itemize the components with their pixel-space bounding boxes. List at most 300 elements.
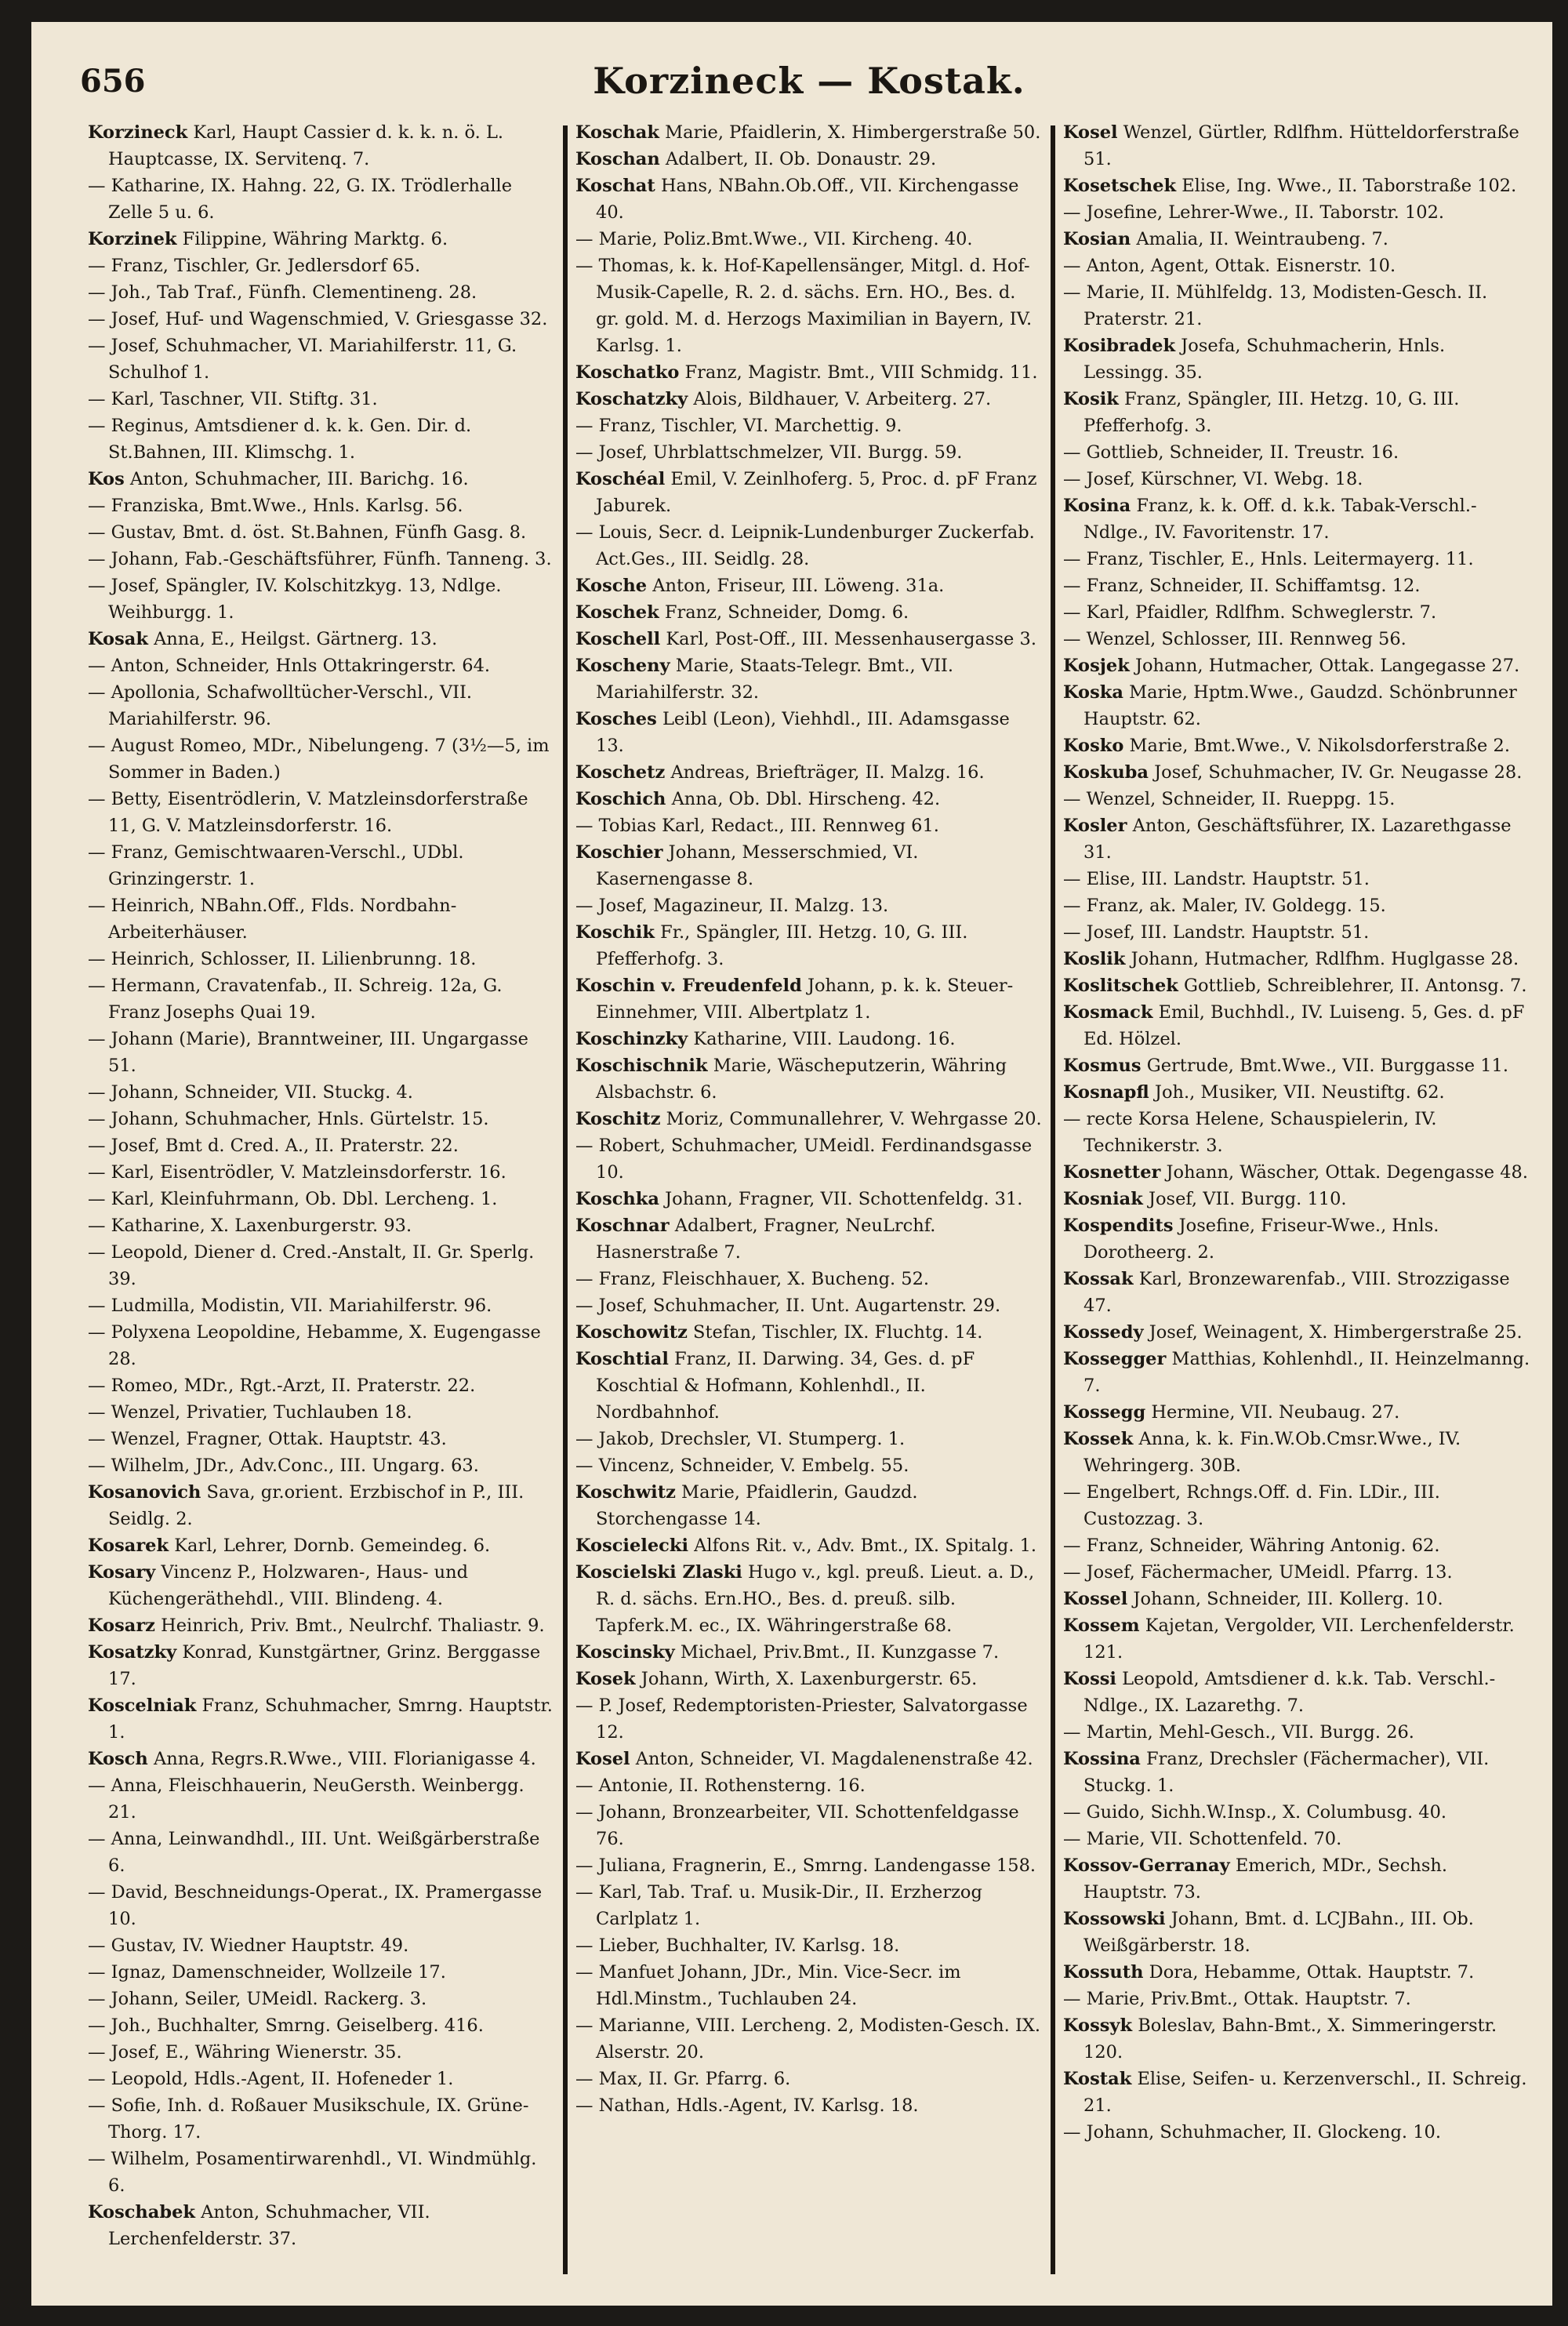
- entry-details: — Sofie, Inh. d. Roßauer Musikschule, IX. Grüne-Thorg. 17.: [88, 2095, 529, 2142]
- directory-entry: [575, 1772, 1043, 1799]
- directory-entry: [88, 386, 555, 413]
- directory-entry: [88, 2092, 555, 2146]
- directory-entry: [88, 1772, 555, 1826]
- entry-surname: Koscielski Zlaski: [575, 1562, 742, 1583]
- directory-entry: [88, 1239, 555, 1292]
- entry-surname: Kostak: [1063, 2069, 1132, 2089]
- entry-details: — Josef, Fächermacher, UMeidl. Pfarrg. 13.: [1063, 1562, 1453, 1583]
- entry-surname: Koschitz: [575, 1109, 661, 1129]
- directory-entry: [1063, 173, 1530, 199]
- entry-details: — Thomas, k. k. Hof-Kapellensänger, Mitgl. d. Hof-Musik-Capelle, R. 2. d. sächs. Ern. HO., Bes. d. gr. gold. M. d. Herzogs Maximilian in Bayern, IV. Karlsg. 1.: [575, 256, 1033, 356]
- directory-entry: [575, 226, 1043, 253]
- entry-details: — Johann, Bronzearbeiter, VII. Schottenfeldgasse 76.: [575, 1802, 1019, 1849]
- directory-entry: [88, 492, 555, 519]
- entry-details: — Franz, Tischler, VI. Marchettig. 9.: [575, 416, 902, 436]
- directory-entry: [1063, 1186, 1530, 1212]
- directory-entry: [575, 786, 1043, 812]
- entry-details: Marie, Hptm.Wwe., Gaudzd. Schönbrunner Hauptstr. 62.: [1083, 682, 1517, 729]
- entry-details: — Josef, E., Währing Wienerstr. 35.: [88, 2042, 402, 2063]
- entry-details: Josefa, Schuhmacherin, Hnls. Lessingg. 35.: [1083, 336, 1446, 383]
- entry-surname: Kosel: [575, 1749, 630, 1769]
- directory-entry: [1063, 253, 1530, 279]
- entry-details: — Marie, Priv.Bmt., Ottak. Hauptstr. 7.: [1063, 1989, 1411, 2009]
- directory-entry: [88, 1826, 555, 1879]
- directory-entry: [88, 2146, 555, 2199]
- directory-columns: [80, 119, 1538, 2284]
- entry-details: Marie, Bmt.Wwe., V. Nikolsdorferstraße 2.: [1129, 736, 1510, 756]
- entry-details: Marie, Staats-Telegr. Bmt., VII. Mariahilferstr. 32.: [596, 656, 954, 703]
- entry-details: — Franz, Fleischhauer, X. Bucheng. 52.: [575, 1269, 930, 1289]
- directory-entry: [575, 173, 1043, 226]
- entry-surname: Kosmus: [1063, 1056, 1142, 1076]
- entry-details: — Nathan, Hdls.-Agent, IV. Karlsg. 18.: [575, 2095, 919, 2116]
- entry-details: Josef, Schuhmacher, IV. Gr. Neugasse 28.: [1154, 762, 1523, 783]
- directory-entry: [88, 1106, 555, 1132]
- entry-details: — Tobias Karl, Redact., III. Rennweg 61.: [575, 816, 939, 836]
- directory-entry: [88, 1959, 555, 1986]
- entry-details: — Gustav, IV. Wiedner Hauptstr. 49.: [88, 1935, 409, 1956]
- entry-details: Moriz, Communallehrer, V. Wehrgasse 20.: [666, 1109, 1042, 1129]
- entry-surname: Koschinzky: [575, 1029, 688, 1049]
- entry-surname: Koschéal: [575, 469, 666, 489]
- entry-details: Kajetan, Vergolder, VII. Lerchenfelderstr. 121.: [1083, 1615, 1515, 1663]
- entry-details: Vincenz P., Holzwaren-, Haus- und Küchengeräthehdl., VIII. Blindeng. 4.: [108, 1562, 468, 1609]
- entry-details: Gertrude, Bmt.Wwe., VII. Burggasse 11.: [1146, 1056, 1508, 1076]
- entry-details: — Vincenz, Schneider, V. Embelg. 55.: [575, 1456, 909, 1476]
- entry-surname: Koschik: [575, 922, 655, 943]
- entry-details: — Johann, Schneider, VII. Stuckg. 4.: [88, 1082, 413, 1103]
- directory-entry: [1063, 2119, 1530, 2146]
- entry-details: — Franz, Schneider, II. Schiffamtsg. 12.: [1063, 576, 1421, 596]
- directory-entry: [575, 2012, 1043, 2066]
- directory-entry: [1063, 1559, 1530, 1586]
- entry-surname: Kossegg: [1063, 1402, 1146, 1423]
- entry-surname: Kosian: [1063, 229, 1131, 249]
- directory-entry: [575, 1452, 1043, 1479]
- directory-entry: [88, 333, 555, 386]
- entry-details: — Karl, Pfaidler, Rdlfhm. Schweglerstr. 7.: [1063, 602, 1437, 623]
- directory-entry: [88, 1399, 555, 1426]
- directory-entry: [88, 2066, 555, 2092]
- entry-surname: Kosak: [88, 629, 148, 649]
- directory-entry: [88, 652, 555, 679]
- entry-details: Marie, Pfaidlerin, Gaudzd. Storchengasse 14.: [596, 1482, 918, 1529]
- entry-details: Anton, Schneider, VI. Magdalenenstraße 42.: [635, 1749, 1033, 1769]
- directory-entry: [1063, 279, 1530, 333]
- directory-entry: [88, 1879, 555, 1932]
- directory-entry: [575, 759, 1043, 786]
- entry-details: — Karl, Taschner, VII. Stiftg. 31.: [88, 389, 378, 409]
- entry-details: Marie, Pfaidlerin, X. Himbergerstraße 50.: [665, 122, 1041, 143]
- entry-details: — Romeo, MDr., Rgt.-Arzt, II. Praterstr. 22.: [88, 1376, 476, 1396]
- entry-surname: Koscheny: [575, 656, 670, 676]
- directory-entry: [88, 2199, 555, 2252]
- directory-entry: [1063, 1906, 1530, 1959]
- entry-details: — Marianne, VIII. Lercheng. 2, Modisten-Gesch. IX. Alserstr. 20.: [575, 2015, 1040, 2063]
- directory-entry: [88, 1372, 555, 1399]
- entry-surname: Kossowski: [1063, 1909, 1166, 1929]
- directory-entry: [575, 1212, 1043, 1266]
- entry-surname: Koschabek: [88, 2202, 196, 2222]
- directory-entry: [575, 1346, 1043, 1426]
- directory-entry: [88, 1932, 555, 1959]
- entry-surname: Kossov-Gerranay: [1063, 1855, 1230, 1876]
- entry-surname: Koschatko: [575, 362, 680, 383]
- entry-details: Amalia, II. Weintraubeng. 7.: [1136, 229, 1388, 249]
- entry-details: — Josef, Uhrblattschmelzer, VII. Burgg. 59.: [575, 442, 963, 463]
- entry-details: — Leopold, Hdls.-Agent, II. Hofeneder 1.: [88, 2069, 454, 2089]
- entry-details: Konrad, Kunstgärtner, Grinz. Berggasse 17.: [108, 1642, 541, 1689]
- entry-details: — Josef, Spängler, IV. Kolschitzkyg. 13, Ndlge. Weihburgg. 1.: [88, 576, 502, 623]
- directory-entry: [1063, 1266, 1530, 1319]
- entry-surname: Kosarz: [88, 1615, 155, 1636]
- entry-details: — Franziska, Bmt.Wwe., Hnls. Karlsg. 56.: [88, 496, 463, 516]
- directory-entry: [575, 253, 1043, 359]
- directory-entry: [575, 1479, 1043, 1532]
- entry-details: Hugo v., kgl. preuß. Lieut. a. D., R. d. sächs. Ern.HO., Bes. d. preuß. silb. Tapferk.M. ec., IX. Währingerstraße 68.: [596, 1562, 1035, 1636]
- directory-entry: [88, 1319, 555, 1372]
- entry-surname: Kosik: [1063, 389, 1119, 409]
- directory-entry: [88, 946, 555, 972]
- entry-details: — Josef, Magazineur, II. Malzg. 13.: [575, 896, 889, 916]
- entry-details: Anna, k. k. Fin.W.Ob.Cmsr.Wwe., IV. Wehringerg. 30B.: [1083, 1429, 1461, 1476]
- entry-details: Johann, Hutmacher, Rdlfhm. Huglgasse 28.: [1131, 949, 1519, 969]
- entry-surname: Koschka: [575, 1189, 659, 1209]
- entry-details: Karl, Haupt Cassier d. k. k. n. ö. L. Hauptcasse, IX. Servitenq. 7.: [108, 122, 504, 169]
- entry-details: Anton, Friseur, III. Löweng. 31a.: [652, 576, 945, 596]
- directory-entry: [1063, 1319, 1530, 1346]
- directory-entry: [88, 972, 555, 1026]
- directory-entry: [1063, 1852, 1530, 1906]
- entry-surname: Kossi: [1063, 1669, 1116, 1689]
- directory-entry: [88, 226, 555, 253]
- entry-details: — Wilhelm, Posamentirwarenhdl., VI. Windmühlg. 6.: [88, 2149, 537, 2196]
- directory-entry: [575, 1639, 1043, 1666]
- directory-entry: [88, 2039, 555, 2066]
- directory-entry: [88, 572, 555, 626]
- entry-surname: Koschwitz: [575, 1482, 676, 1503]
- directory-entry: [575, 1026, 1043, 1052]
- entry-surname: Kossina: [1063, 1749, 1141, 1769]
- directory-entry: [575, 1692, 1043, 1746]
- entry-surname: Kosibradek: [1063, 336, 1176, 356]
- entry-details: — Marie, II. Mühlfeldg. 13, Modisten-Gesch. II. Praterstr. 21.: [1063, 282, 1488, 329]
- directory-entry: [88, 1746, 555, 1772]
- entry-surname: Kosatzky: [88, 1642, 177, 1663]
- directory-entry: [1063, 546, 1530, 572]
- entry-surname: Koskuba: [1063, 762, 1149, 783]
- entry-details: Michael, Priv.Bmt., II. Kunzgasse 7.: [680, 1642, 1000, 1663]
- entry-surname: Kosche: [575, 576, 648, 596]
- directory-entry: [1063, 466, 1530, 492]
- directory-entry: [1063, 119, 1530, 173]
- directory-entry: [575, 439, 1043, 466]
- directory-entry: [1063, 572, 1530, 599]
- directory-entry: [1063, 1106, 1530, 1159]
- directory-entry: [88, 1212, 555, 1239]
- directory-page: [31, 22, 1552, 2306]
- entry-details: Emil, V. Zeinlhoferg. 5, Proc. d. pF Franz Jaburek.: [596, 469, 1037, 516]
- entry-details: — Apollonia, Schafwolltücher-Verschl., VII. Mariahilferstr. 96.: [88, 682, 473, 729]
- directory-entry: [88, 466, 555, 492]
- entry-details: — Hermann, Cravatenfab., II. Schreig. 12a, G. Franz Josephs Quai 19.: [88, 976, 503, 1023]
- directory-entry: [88, 1479, 555, 1532]
- entry-surname: Kossegger: [1063, 1349, 1167, 1369]
- entry-details: — Ignaz, Damenschneider, Wollzeile 17.: [88, 1962, 446, 1983]
- entry-details: — Josefine, Lehrer-Wwe., II. Taborstr. 102.: [1063, 202, 1445, 223]
- directory-entry: [575, 652, 1043, 706]
- entry-surname: Korzinek: [88, 229, 177, 249]
- entry-details: — Polyxena Leopoldine, Hebamme, X. Eugengasse 28.: [88, 1322, 541, 1369]
- entry-details: Dora, Hebamme, Ottak. Hauptstr. 7.: [1149, 1962, 1475, 1983]
- entry-details: — Franz, Tischler, E., Hnls. Leitermayerg. 11.: [1063, 549, 1474, 569]
- entry-details: Emerich, MDr., Sechsh. Hauptstr. 73.: [1083, 1855, 1448, 1903]
- directory-entry: [575, 1106, 1043, 1132]
- entry-details: Josef, VII. Burgg. 110.: [1148, 1189, 1347, 1209]
- entry-details: Josef, Weinagent, X. Himbergerstraße 25.: [1149, 1322, 1523, 1343]
- directory-entry: [1063, 626, 1530, 652]
- entry-details: — Manfuet Johann, JDr., Min. Vice-Secr. im Hdl.Minstm., Tuchlauben 24.: [575, 1962, 961, 2009]
- entry-details: Joh., Musiker, VII. Neustiftg. 62.: [1154, 1082, 1445, 1103]
- directory-column-1: [80, 119, 563, 2284]
- entry-details: — Franz, ak. Maler, IV. Goldegg. 15.: [1063, 896, 1386, 916]
- entry-surname: Kosko: [1063, 736, 1124, 756]
- entry-surname: Koscinsky: [575, 1642, 675, 1663]
- entry-details: — Anton, Schneider, Hnls Ottakringerstr. 64.: [88, 656, 491, 676]
- directory-entry: [1063, 812, 1530, 866]
- entry-details: Leopold, Amtsdiener d. k.k. Tab. Verschl.-Ndlge., IX. Lazarethg. 7.: [1083, 1669, 1496, 1716]
- directory-entry: [575, 1426, 1043, 1452]
- entry-surname: Kossel: [1063, 1589, 1128, 1609]
- directory-entry: [88, 1186, 555, 1212]
- entry-surname: Kos: [88, 469, 125, 489]
- directory-entry: [575, 1932, 1043, 1959]
- directory-entry: [1063, 1426, 1530, 1479]
- directory-entry: [1063, 1346, 1530, 1399]
- entry-details: — Elise, III. Landstr. Hauptstr. 51.: [1063, 869, 1370, 889]
- directory-entry: [575, 1186, 1043, 1212]
- entry-surname: Kospendits: [1063, 1216, 1174, 1236]
- directory-entry: [575, 626, 1043, 652]
- entry-surname: Kosina: [1063, 496, 1131, 516]
- entry-details: — Joh., Tab Traf., Fünfh. Clementineng. 28.: [88, 282, 477, 303]
- directory-entry: [88, 839, 555, 892]
- entry-details: Anna, E., Heilgst. Gärtnerg. 13.: [154, 629, 437, 649]
- entry-surname: Kosjek: [1063, 656, 1130, 676]
- directory-entry: [1063, 1799, 1530, 1826]
- entry-details: Johann, Schneider, III. Kollerg. 10.: [1133, 1589, 1443, 1609]
- entry-details: Heinrich, Priv. Bmt., Neulrchf. Thaliastr. 9.: [161, 1615, 545, 1636]
- entry-surname: Kosch: [88, 1749, 148, 1769]
- entry-details: Anna, Ob. Dbl. Hirscheng. 42.: [671, 789, 941, 809]
- entry-details: — Wilhelm, JDr., Adv.Conc., III. Ungarg. 63.: [88, 1456, 479, 1476]
- entry-details: Josefine, Friseur-Wwe., Hnls. Dorotheerg. 2.: [1083, 1216, 1439, 1263]
- entry-surname: Kossedy: [1063, 1322, 1144, 1343]
- directory-entry: [575, 919, 1043, 972]
- directory-entry: [575, 1746, 1043, 1772]
- directory-entry: [88, 253, 555, 279]
- directory-entry: [1063, 786, 1530, 812]
- directory-entry: [1063, 1612, 1530, 1666]
- entry-details: — Wenzel, Schneider, II. Rueppg. 15.: [1063, 789, 1396, 809]
- directory-entry: [88, 732, 555, 786]
- directory-entry: [1063, 1746, 1530, 1799]
- entry-surname: Kosary: [88, 1562, 156, 1583]
- directory-entry: [88, 1639, 555, 1692]
- entry-details: Elise, Seifen- u. Kerzenverschl., II. Schreig. 21.: [1083, 2069, 1527, 2116]
- directory-entry: [1063, 1079, 1530, 1106]
- entry-details: — Juliana, Fragnerin, E., Smrng. Landengasse 158.: [575, 1855, 1036, 1876]
- entry-details: Johann, p. k. k. Steuer-Einnehmer, VIII. Albertplatz 1.: [596, 976, 1014, 1023]
- directory-entry: [575, 1666, 1043, 1692]
- entry-details: Andreas, Briefträger, II. Malzg. 16.: [670, 762, 985, 783]
- entry-details: — Johann, Fab.-Geschäftsführer, Fünfh. Tanneng. 3.: [88, 549, 552, 569]
- entry-details: Boleslav, Bahn-Bmt., X. Simmeringerstr. 120.: [1083, 2015, 1497, 2063]
- entry-details: — Jakob, Drechsler, VI. Stumperg. 1.: [575, 1429, 906, 1449]
- entry-details: — Louis, Secr. d. Leipnik-Lundenburger Zuckerfab. Act.Ges., III. Seidlg. 28.: [575, 522, 1035, 569]
- directory-entry: [88, 1079, 555, 1106]
- entry-details: Johann, Fragner, VII. Schottenfeldg. 31.: [665, 1189, 1023, 1209]
- directory-entry: [575, 812, 1043, 839]
- directory-entry: [575, 413, 1043, 439]
- entry-details: Franz, k. k. Off. d. k.k. Tabak-Verschl.-Ndlge., IV. Favoritenstr. 17.: [1083, 496, 1477, 543]
- entry-surname: Kossuth: [1063, 1962, 1144, 1983]
- entry-details: — David, Beschneidungs-Operat., IX. Pramergasse 10.: [88, 1882, 543, 1929]
- entry-surname: Koschier: [575, 842, 663, 863]
- directory-entry: [575, 1292, 1043, 1319]
- directory-entry: [1063, 1212, 1530, 1266]
- entry-details: — Josef, Schuhmacher, II. Unt. Augartenstr. 29.: [575, 1296, 1001, 1316]
- entry-details: Johann, Bmt. d. LCJBahn., III. Ob. Weißgärberstr. 18.: [1083, 1909, 1474, 1956]
- entry-surname: Kossem: [1063, 1615, 1140, 1636]
- directory-entry: [1063, 1666, 1530, 1719]
- directory-entry: [1063, 333, 1530, 386]
- entry-details: Johann, Wirth, X. Laxenburgerstr. 65.: [641, 1669, 978, 1689]
- entry-details: Matthias, Kohlenhdl., II. Heinzelmanng. 7.: [1083, 1349, 1530, 1396]
- entry-surname: Kossak: [1063, 1269, 1134, 1289]
- entry-surname: Koschischnik: [575, 1056, 708, 1076]
- directory-entry: [575, 1799, 1043, 1852]
- entry-details: Emil, Buchhdl., IV. Luiseng. 5, Ges. d. pF Ed. Hölzel.: [1083, 1002, 1525, 1049]
- directory-entry: [1063, 652, 1530, 679]
- directory-entry: [1063, 972, 1530, 999]
- entry-details: Gottlieb, Schreiblehrer, II. Antonsg. 7.: [1184, 976, 1527, 996]
- entry-details: Johann, Hutmacher, Ottak. Langegasse 27.: [1134, 656, 1520, 676]
- entry-surname: Koschetz: [575, 762, 666, 783]
- entry-details: — Josef, III. Landstr. Hauptstr. 51.: [1063, 922, 1370, 943]
- entry-details: Johann, Wäscher, Ottak. Degengasse 48.: [1166, 1162, 1529, 1183]
- directory-entry: [1063, 1159, 1530, 1186]
- page-header: [80, 53, 1538, 119]
- entry-details: Franz, Drechsler (Fächermacher), VII. Stuckg. 1.: [1083, 1749, 1490, 1796]
- entry-details: — Heinrich, Schlosser, II. Lilienbrunng. 18.: [88, 949, 477, 969]
- directory-entry: [1063, 946, 1530, 972]
- directory-entry: [1063, 892, 1530, 919]
- entry-details: — Josef, Schuhmacher, VI. Mariahilferstr. 11, G. Schulhof 1.: [88, 336, 517, 383]
- directory-entry: [1063, 599, 1530, 626]
- entry-details: Karl, Lehrer, Dornb. Gemeindeg. 6.: [174, 1536, 491, 1556]
- directory-entry: [88, 786, 555, 839]
- entry-details: Sava, gr.orient. Erzbischof in P., III. Seidlg. 2.: [108, 1482, 524, 1529]
- entry-details: — Betty, Eisentrödlerin, V. Matzleinsdorferstraße 11, G. V. Matzleinsdorferstr. 16.: [88, 789, 528, 836]
- directory-entry: [575, 1879, 1043, 1932]
- entry-details: Franz, II. Darwing. 34, Ges. d. pF Koschtial & Hofmann, Kohlenhdl., II. Nordbahnhof.: [596, 1349, 975, 1423]
- entry-details: Adalbert, Fragner, NeuLrchf. Hasnerstraße 7.: [596, 1216, 936, 1263]
- directory-entry: [1063, 1532, 1530, 1559]
- entry-surname: Koslik: [1063, 949, 1126, 969]
- entry-surname: Koschich: [575, 789, 666, 809]
- directory-entry: [88, 519, 555, 546]
- entry-details: — Josef, Bmt d. Cred. A., II. Praterstr. 22.: [88, 1136, 459, 1156]
- entry-surname: Kosnapfl: [1063, 1082, 1149, 1103]
- directory-entry: [575, 2092, 1043, 2119]
- entry-surname: Koschak: [575, 122, 659, 143]
- directory-entry: [575, 386, 1043, 413]
- directory-entry: [1063, 1826, 1530, 1852]
- entry-surname: Koschin v. Freudenfeld: [575, 976, 802, 996]
- entry-details: — Johann, Schuhmacher, Hnls. Gürtelstr. 15.: [88, 1109, 489, 1129]
- entry-surname: Koschell: [575, 629, 661, 649]
- entry-details: — August Romeo, MDr., Nibelungeng. 7 (3½—5, im Sommer in Baden.): [88, 736, 550, 783]
- entry-details: — Robert, Schuhmacher, UMeidl. Ferdinandsgasse 10.: [575, 1136, 1033, 1183]
- entry-surname: Koscelniak: [88, 1695, 197, 1716]
- entry-details: — Wenzel, Fragner, Ottak. Hauptstr. 43.: [88, 1429, 447, 1449]
- entry-details: — Karl, Kleinfuhrmann, Ob. Dbl. Lercheng. 1.: [88, 1189, 498, 1209]
- entry-details: Filippine, Währing Marktg. 6.: [182, 229, 448, 249]
- directory-entry: [575, 119, 1043, 146]
- directory-entry: [88, 1159, 555, 1186]
- entry-details: — Wenzel, Privatier, Tuchlauben 18.: [88, 1402, 412, 1423]
- entry-details: Leibl (Leon), Viehhdl., III. Adamsgasse 13.: [596, 709, 1010, 756]
- directory-entry: [88, 892, 555, 946]
- entry-surname: Koscielecki: [575, 1536, 688, 1556]
- entry-surname: Koska: [1063, 682, 1123, 703]
- directory-entry: [88, 546, 555, 572]
- entry-details: — Anna, Fleischhauerin, NeuGersth. Weinbergg. 21.: [88, 1775, 524, 1823]
- entry-surname: Koschatzky: [575, 389, 688, 409]
- entry-surname: Kosches: [575, 709, 657, 729]
- directory-entry: [1063, 732, 1530, 759]
- entry-details: — Katharine, X. Laxenburgerstr. 93.: [88, 1216, 412, 1236]
- entry-details: Franz, Schneider, Domg. 6.: [664, 602, 909, 623]
- directory-entry: [88, 1612, 555, 1639]
- directory-entry: [575, 1319, 1043, 1346]
- directory-entry: [575, 2066, 1043, 2092]
- entry-details: — Karl, Tab. Traf. u. Musik-Dir., II. Erzherzog Carlplatz 1.: [575, 1882, 982, 1929]
- directory-entry: [1063, 759, 1530, 786]
- entry-details: Franz, Spängler, III. Hetzg. 10, G. III. Pfefferhofg. 3.: [1083, 389, 1460, 436]
- entry-details: Stefan, Tischler, IX. Fluchtg. 14.: [693, 1322, 983, 1343]
- directory-entry: [1063, 2066, 1530, 2119]
- entry-surname: Koschek: [575, 602, 659, 623]
- entry-surname: Kosetschek: [1063, 176, 1177, 196]
- entry-details: — Johann, Schuhmacher, II. Glockeng. 10.: [1063, 2122, 1441, 2142]
- directory-entry: [575, 359, 1043, 386]
- entry-details: — Josef, Kürschner, VI. Webg. 18.: [1063, 469, 1363, 489]
- directory-entry: [1063, 1986, 1530, 2012]
- directory-entry: [1063, 1586, 1530, 1612]
- directory-entry: [88, 2012, 555, 2039]
- directory-entry: [88, 1026, 555, 1079]
- directory-entry: [575, 892, 1043, 919]
- directory-entry: [575, 1532, 1043, 1559]
- entry-details: — Guido, Sichh.W.Insp., X. Columbusg. 40.: [1063, 1802, 1447, 1823]
- entry-details: — Josef, Huf- und Wagenschmied, V. Griesgasse 32.: [88, 309, 548, 329]
- entry-surname: Kosek: [575, 1669, 636, 1689]
- entry-details: — Franz, Schneider, Währing Antonig. 62.: [1063, 1536, 1440, 1556]
- directory-entry: [1063, 919, 1530, 946]
- directory-entry: [575, 706, 1043, 759]
